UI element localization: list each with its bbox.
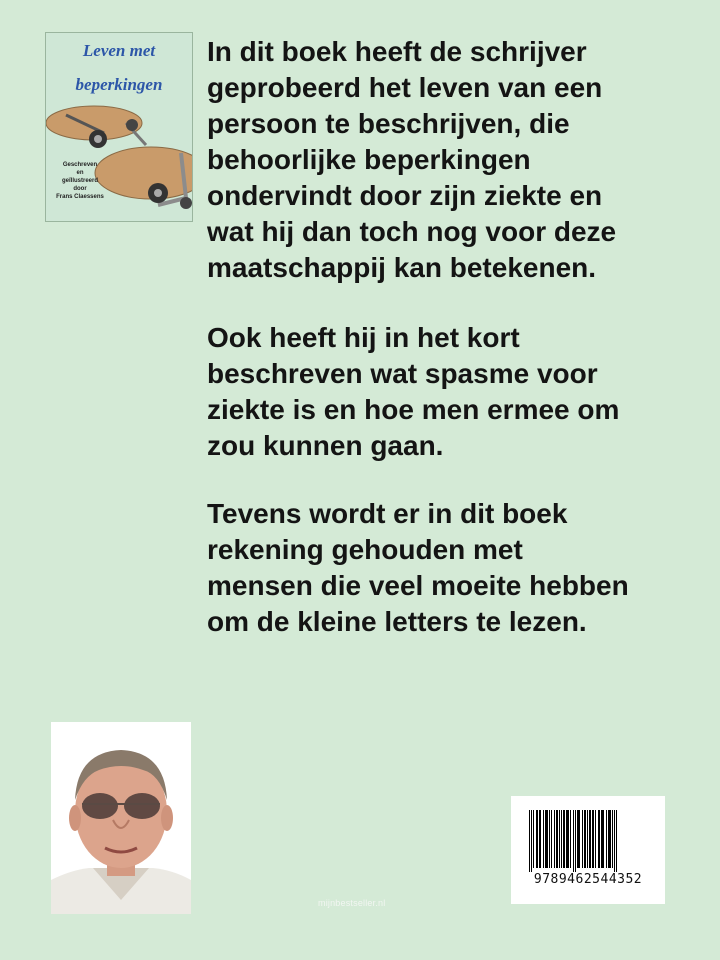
blurb-paragraph-3 xyxy=(207,496,697,640)
blurb-paragraph-2 xyxy=(207,320,697,464)
author-photo xyxy=(51,722,191,914)
barcode-bar xyxy=(582,810,583,868)
blurb-paragraph-1 xyxy=(207,34,697,286)
cover-credit-line: Geschreven xyxy=(62,162,98,168)
cover-credit-line: en xyxy=(76,170,84,176)
barcode-bar xyxy=(543,810,544,868)
blurb-line: ondervindt door zijn ziekte en xyxy=(207,180,603,211)
barcode-bar xyxy=(601,810,604,868)
barcode-bar xyxy=(545,810,548,868)
isbn-barcode xyxy=(511,796,665,904)
barcode-bar xyxy=(573,810,574,872)
blurb-line: behoorlijke beperkingen xyxy=(207,144,531,175)
barcode-bar xyxy=(598,810,600,868)
blurb-line: om de kleine letters te lezen. xyxy=(207,606,587,637)
barcode-bar xyxy=(595,810,596,868)
blurb-line: In dit boek heeft de schrijver xyxy=(207,36,587,67)
cover-title-line2: beperkingen xyxy=(75,75,163,94)
barcode-bar xyxy=(608,810,611,868)
barcode-bar xyxy=(587,810,588,868)
cover-thumbnail xyxy=(45,32,193,222)
barcode-bar xyxy=(561,810,562,868)
barcode-bar xyxy=(584,810,586,868)
blurb-line: zou kunnen gaan. xyxy=(207,430,444,461)
cover-credit-line: geïllustreerd xyxy=(61,178,98,184)
barcode-bar xyxy=(549,810,550,868)
blurb-line: Tevens wordt er in dit boek xyxy=(207,498,568,529)
barcode-bar xyxy=(551,810,552,868)
barcode-bar xyxy=(589,810,591,868)
cover-credit-line: door xyxy=(73,186,87,192)
blurb-line: beschreven wat spasme voor xyxy=(207,358,598,389)
barcode-bar xyxy=(529,810,530,872)
barcode-bar xyxy=(616,810,617,872)
barcode-bar xyxy=(570,810,571,868)
blurb-line: mensen die veel moeite hebben xyxy=(207,570,629,601)
barcode-bar xyxy=(559,810,560,868)
barcode-bar xyxy=(566,810,569,868)
author-portrait xyxy=(51,722,191,914)
barcode-bar xyxy=(531,810,532,872)
cover-title-line1: Leven met xyxy=(82,41,156,60)
blurb-line: Ook heeft hij in het kort xyxy=(207,322,520,353)
barcode-bar xyxy=(606,810,607,868)
cover-credit-line: Frans Claessens xyxy=(56,194,104,200)
blurb-line: rekening gehouden met xyxy=(207,534,523,565)
barcode-bar xyxy=(612,810,613,868)
blurb-line: ziekte is en hoe men ermee om xyxy=(207,394,620,425)
barcode-bar xyxy=(556,810,558,868)
isbn-number: 9789462544352 xyxy=(533,872,643,887)
barcode-bar xyxy=(614,810,615,872)
barcode-bars xyxy=(511,796,665,872)
blurb-text xyxy=(207,34,697,640)
publisher-watermark: mijnbestseller.nl xyxy=(318,898,386,908)
barcode-bar xyxy=(592,810,594,868)
blurb-line: wat hij dan toch nog voor deze xyxy=(207,216,617,247)
blurb-line: maatschappij kan betekenen. xyxy=(207,252,597,283)
barcode-bar xyxy=(577,810,580,868)
barcode-bar xyxy=(575,810,576,872)
barcode-bar xyxy=(554,810,555,868)
barcode-bar xyxy=(533,810,534,868)
barcode-bar xyxy=(563,810,565,868)
barcode-bar xyxy=(536,810,538,868)
cover-credit xyxy=(50,161,110,201)
barcode-bar xyxy=(539,810,541,868)
blurb-line: geprobeerd het leven van een xyxy=(207,72,603,103)
blurb-line: persoon te beschrijven, die xyxy=(207,108,570,139)
